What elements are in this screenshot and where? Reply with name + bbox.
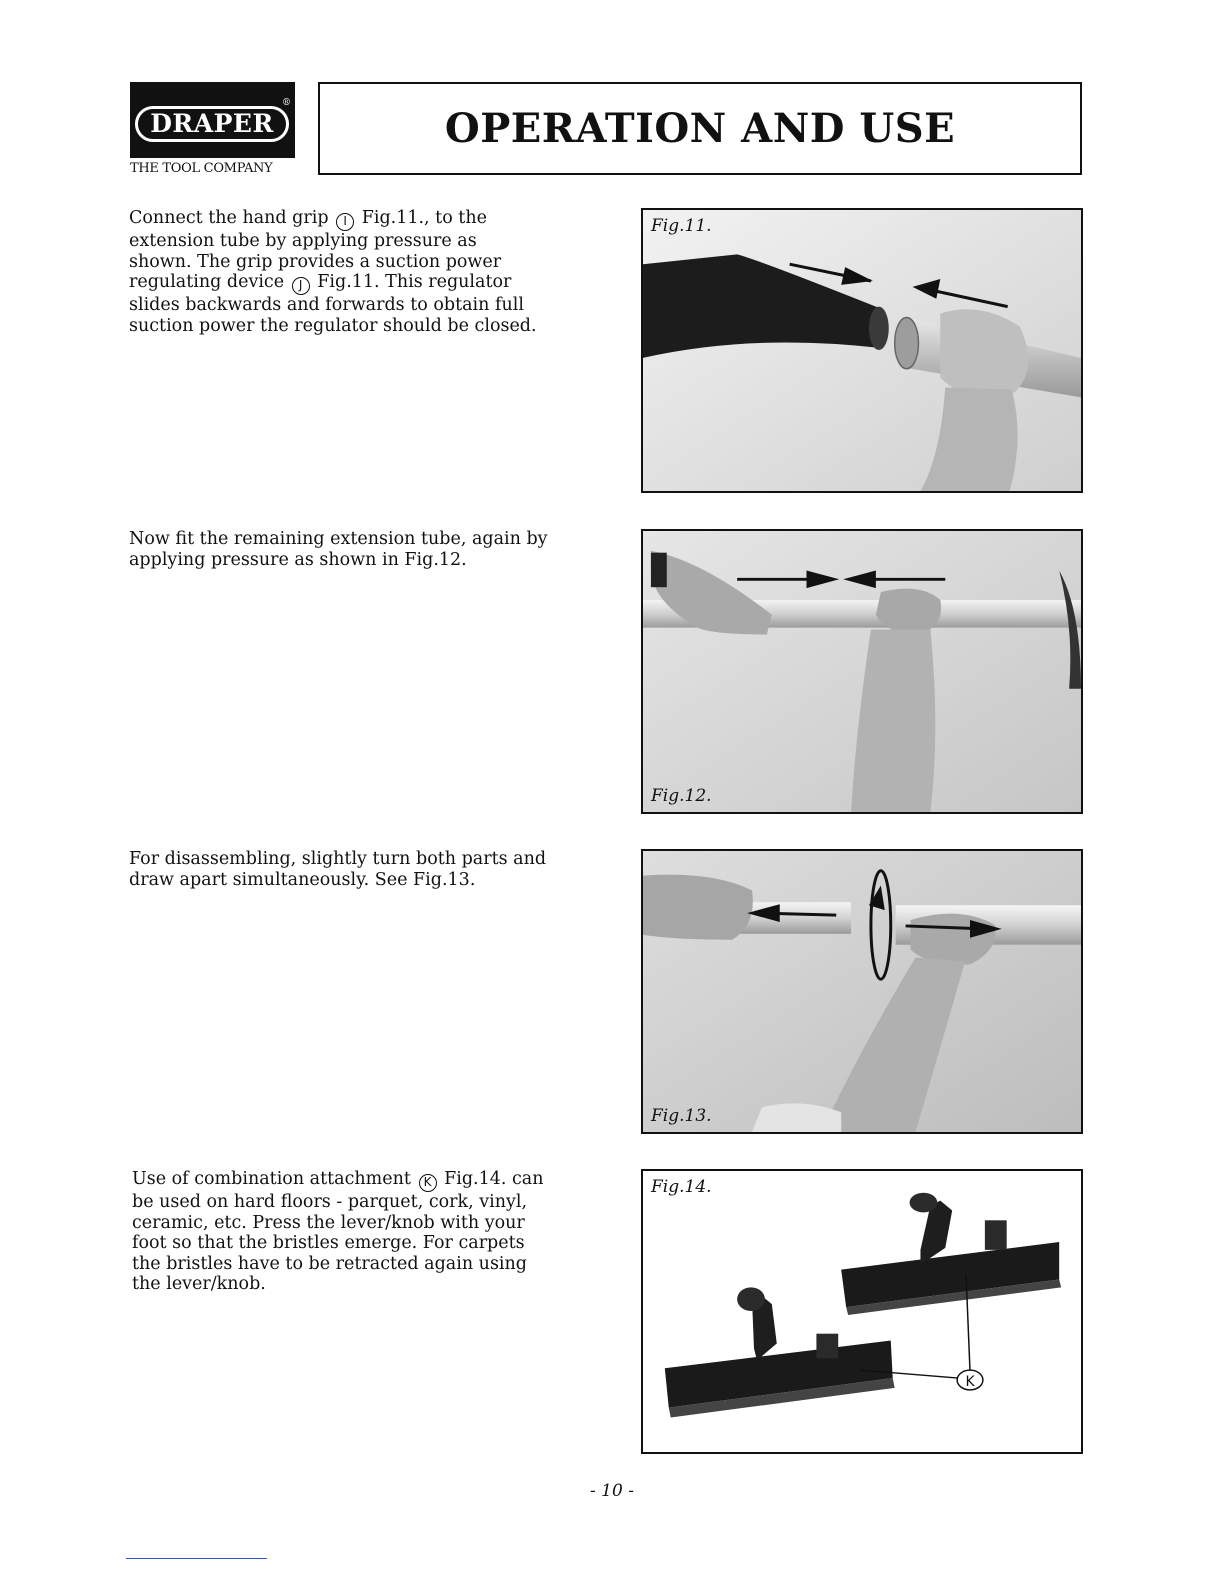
figure-14 <box>641 1169 1083 1454</box>
figure-13-label: Fig.13. <box>651 1106 712 1126</box>
page-title: OPERATION AND USE <box>444 105 956 152</box>
figure-13-photo <box>643 851 1081 1132</box>
marker-k: K <box>419 1174 437 1192</box>
paragraph-combination-attachment <box>132 1169 582 1295</box>
text-line: For disassembling, slightly turn both parts and <box>129 849 547 869</box>
text-line: slides backwards and forwards to obtain full <box>129 295 524 315</box>
figure-11-photo <box>643 210 1081 491</box>
text-line: extension tube by applying pressure as <box>129 231 477 251</box>
text-line: ceramic, etc. Press the lever/knob with your <box>132 1212 525 1233</box>
registered-mark: ® <box>282 98 291 108</box>
page-number: - 10 - <box>590 1481 634 1501</box>
figure-13 <box>641 849 1083 1134</box>
logo-tagline: THE TOOL COMPANY <box>130 161 273 176</box>
paragraph-disassembling <box>129 849 579 890</box>
logo-brand-name: DRAPER <box>135 106 289 142</box>
callout-k: K <box>965 1373 975 1390</box>
text-line: Now fit the remaining extension tube, again by <box>129 529 548 549</box>
text-line: foot so that the bristles emerge. For carpets <box>132 1233 525 1253</box>
text-line: be used on hard floors - parquet, cork, vinyl, <box>132 1192 528 1212</box>
text-line: applying pressure as shown in Fig.12. <box>129 549 467 570</box>
figure-14-illustration <box>643 1171 1081 1452</box>
marker-i: I <box>336 213 354 231</box>
figure-11 <box>641 208 1083 493</box>
figure-12-photo <box>643 531 1081 812</box>
figure-14-label: Fig.14. <box>651 1177 712 1197</box>
draper-logo <box>130 82 295 178</box>
text-line: shown. The grip provides a suction power <box>129 251 502 272</box>
text-line: the bristles have to be retracted again using <box>132 1253 527 1274</box>
figure-12-label: Fig.12. <box>651 786 712 806</box>
figure-11-label: Fig.11. <box>651 216 712 236</box>
logo-badge <box>130 82 295 158</box>
text-line: suction power the regulator should be closed. <box>129 315 537 336</box>
marker-j: J <box>292 277 310 295</box>
text-line: Use of combination attachment K Fig.14. can <box>132 1169 582 1192</box>
figure-12 <box>641 529 1083 814</box>
page-title-box <box>318 82 1082 175</box>
paragraph-extension-tube <box>129 529 579 570</box>
text-line: regulating device J Fig.11. This regulator <box>129 272 579 295</box>
text-line: Connect the hand grip I Fig.11., to the <box>129 208 579 231</box>
text-line: draw apart simultaneously. See Fig.13. <box>129 869 476 890</box>
text-line: the lever/knob. <box>132 1274 266 1294</box>
paragraph-hand-grip <box>129 208 579 336</box>
footer-link-underline <box>126 1558 267 1559</box>
